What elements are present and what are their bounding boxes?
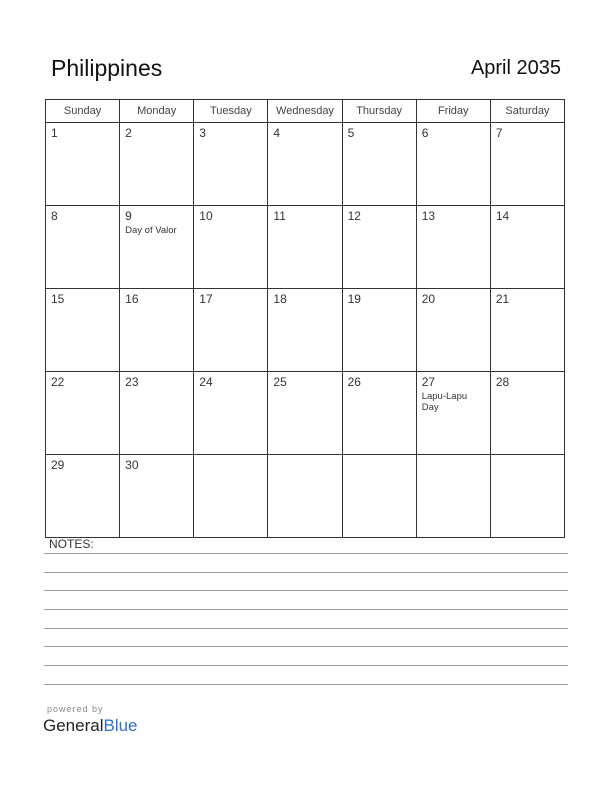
- day-cell: [46, 123, 120, 206]
- note-line: [44, 609, 568, 610]
- note-line: [44, 590, 568, 591]
- holiday-label: Lapu-Lapu Day: [421, 391, 468, 413]
- day-number: 24: [199, 375, 213, 389]
- country-title: Philippines: [51, 55, 163, 81]
- note-line: [44, 665, 568, 666]
- day-cell: [120, 123, 194, 206]
- day-cell: [194, 289, 268, 372]
- day-number: 10: [199, 209, 213, 223]
- weekday-friday: Friday: [416, 100, 490, 123]
- day-number: 19: [347, 292, 361, 306]
- day-cell: [490, 123, 564, 206]
- day-cell: [490, 455, 564, 538]
- day-cell: [120, 455, 194, 538]
- day-cell: [416, 455, 490, 538]
- day-number: 23: [125, 375, 139, 389]
- day-number: 30: [125, 458, 139, 472]
- day-cell: [120, 206, 194, 289]
- day-cell: [46, 372, 120, 455]
- weekday-thursday: Thursday: [342, 100, 416, 123]
- day-number: 8: [51, 209, 58, 223]
- calendar-grid: [45, 99, 565, 538]
- day-number: 1: [51, 126, 58, 140]
- holiday-label: Day of Valor: [125, 225, 177, 236]
- day-number: 22: [51, 375, 65, 389]
- day-number: 9: [125, 209, 132, 223]
- day-cell: [46, 289, 120, 372]
- day-number: 26: [347, 375, 361, 389]
- day-number: 14: [495, 209, 510, 223]
- day-number: 12: [347, 209, 361, 223]
- notes-label: NOTES:: [49, 537, 94, 551]
- day-cell: [342, 372, 416, 455]
- day-cell: [490, 289, 564, 372]
- day-cell: [342, 289, 416, 372]
- day-cell: [194, 123, 268, 206]
- day-cell: [46, 206, 120, 289]
- day-number: 27: [421, 375, 436, 389]
- day-cell: [268, 372, 342, 455]
- day-cell: [268, 289, 342, 372]
- day-number: 20: [421, 292, 436, 306]
- weekday-tuesday: Tuesday: [194, 100, 268, 123]
- day-cell: [490, 372, 564, 455]
- day-cell: [46, 455, 120, 538]
- brand-blue: Blue: [103, 716, 138, 735]
- day-cell: [416, 206, 490, 289]
- day-number: 28: [495, 375, 510, 389]
- day-cell: [268, 206, 342, 289]
- weekday-header-row: [46, 100, 565, 123]
- brand-general: General: [43, 716, 104, 735]
- note-line: [44, 553, 568, 554]
- day-cell: [416, 372, 490, 455]
- day-cell: [268, 123, 342, 206]
- week-row: [46, 372, 565, 455]
- week-row: [46, 289, 565, 372]
- note-line: [44, 684, 568, 685]
- day-cell: [194, 455, 268, 538]
- day-number: 16: [125, 292, 139, 306]
- day-number: 15: [51, 292, 65, 306]
- weekday-monday: Monday: [120, 100, 194, 123]
- day-cell: [120, 372, 194, 455]
- day-cell: [194, 206, 268, 289]
- day-number: 25: [273, 375, 287, 389]
- weekday-wednesday: Wednesday: [268, 100, 342, 123]
- brand-logo: [43, 716, 138, 736]
- day-number: 2: [125, 126, 132, 140]
- day-cell: [416, 289, 490, 372]
- day-number: 11: [273, 209, 286, 223]
- day-cell: [268, 455, 342, 538]
- day-cell: [416, 123, 490, 206]
- day-cell: [194, 372, 268, 455]
- day-number: 21: [495, 292, 510, 306]
- day-cell: [490, 206, 564, 289]
- week-row: [46, 123, 565, 206]
- powered-by-text: powered by: [47, 704, 104, 714]
- day-cell: [342, 206, 416, 289]
- day-cell: [342, 455, 416, 538]
- note-line: [44, 628, 568, 629]
- weekday-saturday: Saturday: [490, 100, 564, 123]
- note-line: [44, 572, 568, 573]
- day-number: 17: [199, 292, 213, 306]
- week-row: [46, 206, 565, 289]
- day-number: 3: [199, 126, 206, 140]
- day-number: 5: [347, 126, 355, 140]
- day-number: 7: [495, 126, 503, 140]
- weekday-sunday: Sunday: [46, 100, 120, 123]
- week-row: [46, 455, 565, 538]
- day-number: 6: [421, 126, 429, 140]
- note-line: [44, 646, 568, 647]
- day-number: 18: [273, 292, 287, 306]
- day-number: 4: [273, 126, 281, 140]
- day-cell: [120, 289, 194, 372]
- day-cell: [342, 123, 416, 206]
- month-title: April 2035: [470, 57, 561, 79]
- day-number: 29: [51, 458, 65, 472]
- day-number: 13: [421, 209, 436, 223]
